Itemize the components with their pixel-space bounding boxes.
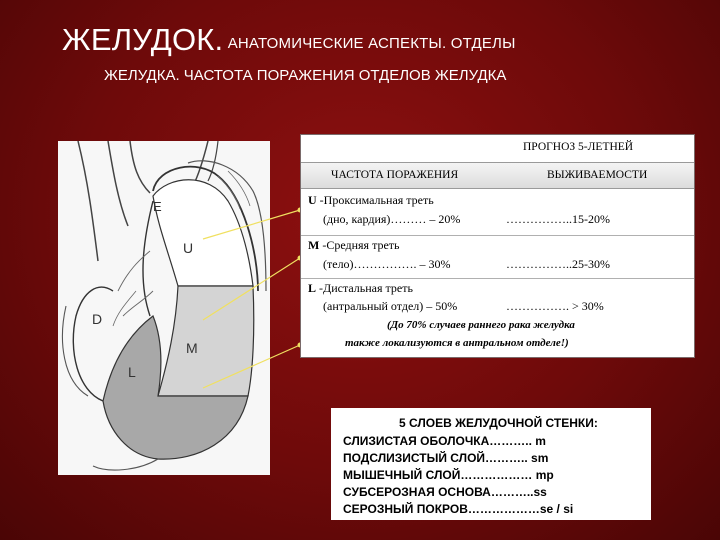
row-name: L -Дистальная треть <box>308 281 413 295</box>
layer-item: СЕРОЗНЫЙ ПОКРОВ………………se / si <box>343 502 574 516</box>
layer-item: ПОДСЛИЗИСТЫЙ СЛОЙ……….. sm <box>343 451 549 465</box>
layer-item: СУБСЕРОЗНАЯ ОСНОВА………..ss <box>343 485 547 499</box>
slide-title-subtitle: АНАТОМИЧЕСКИЕ АСПЕКТЫ. ОТДЕЛЫ <box>223 35 516 52</box>
row-detail: (тело)……………. – 30% <box>323 257 451 271</box>
label-e: E <box>153 199 162 214</box>
label-m: M <box>186 340 198 356</box>
label-l: L <box>128 364 136 380</box>
slide-title-main: ЖЕЛУДОК. <box>62 22 224 57</box>
label-d: D <box>92 311 103 327</box>
table-row <box>301 235 694 279</box>
survival-header: ВЫЖИВАЕМОСТИ <box>547 169 648 181</box>
slide-title-line-1 <box>62 22 516 58</box>
frequency-header: ЧАСТОТА ПОРАЖЕНИЯ <box>331 169 459 181</box>
row-detail: (антральный отдел) – 50% <box>323 299 458 313</box>
slide-title-line-2: ЖЕЛУДКА. ЧАСТОТА ПОРАЖЕНИЯ ОТДЕЛОВ ЖЕЛУДКА <box>104 67 507 84</box>
row-survival: ……………..25-30% <box>506 257 610 271</box>
stomach-diagram <box>58 141 270 475</box>
row-survival: ……………..15-20% <box>506 212 610 226</box>
stomach-illustration <box>58 141 270 475</box>
row-survival: ……………. > 30% <box>506 299 604 313</box>
table-header-row <box>301 162 694 189</box>
row-detail: (дно, кардия)……… – 20% <box>323 212 461 226</box>
layer-item: МЫШЕЧНЫЙ СЛОЙ……………… mp <box>343 468 554 482</box>
note-line-1: (До 70% случаев раннего рака желудка <box>387 319 575 331</box>
layer-item: СЛИЗИСТАЯ ОБОЛОЧКА……….. m <box>343 434 546 448</box>
row-name: U -Проксимальная треть <box>308 193 434 207</box>
table-row <box>301 188 694 236</box>
prognosis-header: ПРОГНОЗ 5-ЛЕТНЕЙ <box>523 141 634 153</box>
wall-layers-box <box>331 408 651 520</box>
row-name: M -Средняя треть <box>308 238 400 252</box>
layers-title: 5 СЛОЕВ ЖЕЛУДОЧНОЙ СТЕНКИ: <box>399 416 598 430</box>
note-line-2: также локализуются в антральном отделе!) <box>345 337 569 349</box>
frequency-table <box>300 134 695 358</box>
table-row <box>301 278 694 357</box>
label-u: U <box>183 240 194 256</box>
